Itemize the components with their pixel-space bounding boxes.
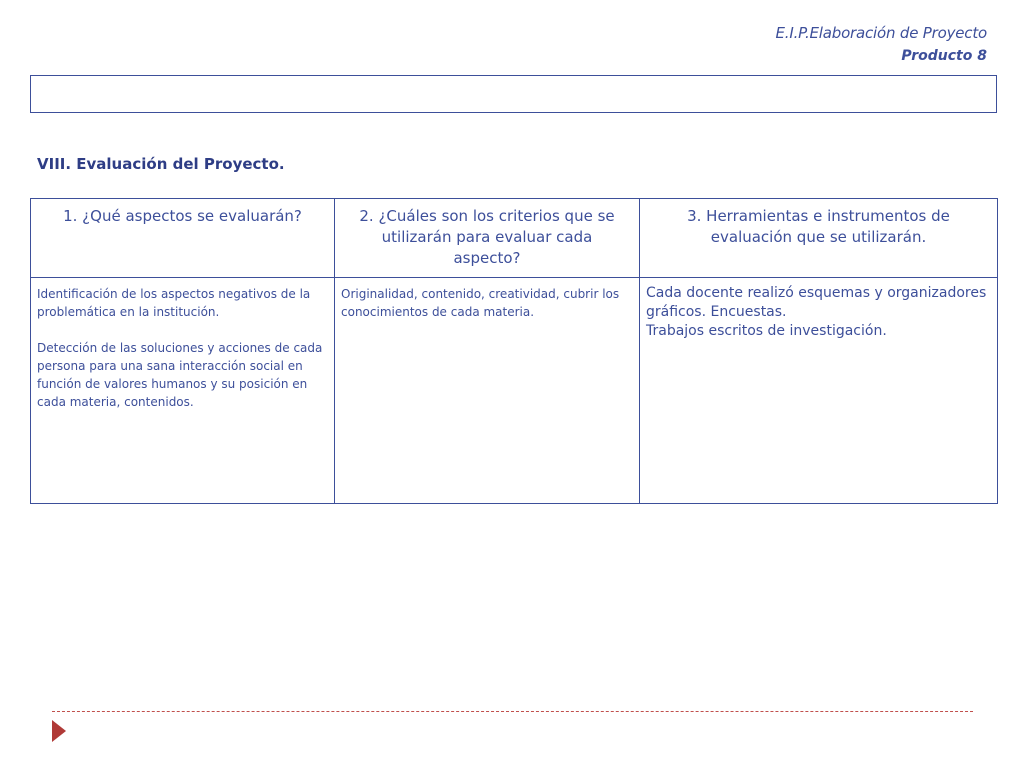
table-cell-tools bbox=[640, 278, 998, 504]
table-row bbox=[31, 278, 998, 504]
evaluation-table bbox=[30, 198, 998, 504]
play-arrow-icon[interactable] bbox=[52, 720, 66, 742]
tools-line-1: Cada docente realizó esquemas y organizadores gráficos. Encuestas. bbox=[646, 285, 987, 320]
header-title: E.I.P.Elaboración de Proyecto bbox=[775, 24, 987, 42]
table-header-tools: 3. Herramientas e instrumentos de evaluación que se utilizarán. bbox=[640, 199, 998, 278]
aspects-paragraph-2: Detección de las soluciones y acciones de cada persona para una sana interacción social en función de valores humanos y su posición en cada materia, contenidos. bbox=[37, 341, 323, 409]
table-header-aspects: 1. ¿Qué aspectos se evaluarán? bbox=[31, 199, 335, 278]
criteria-paragraph: Originalidad, contenido, creatividad, cubrir los conocimientos de cada materia. bbox=[341, 287, 620, 319]
empty-box bbox=[30, 75, 997, 113]
table-cell-criteria bbox=[335, 278, 640, 504]
header-subtitle: Producto 8 bbox=[901, 48, 987, 64]
footer-divider bbox=[52, 711, 973, 712]
tools-line-2: Trabajos escritos de investigación. bbox=[646, 323, 887, 339]
aspects-paragraph-1: Identificación de los aspectos negativos de la problemática en la institución. bbox=[37, 287, 311, 319]
table-header-criteria: 2. ¿Cuáles son los criterios que se utilizarán para evaluar cada aspecto? bbox=[335, 199, 640, 278]
section-title: VIII. Evaluación del Proyecto. bbox=[37, 155, 285, 173]
table-header-row bbox=[31, 199, 998, 278]
table-cell-aspects bbox=[31, 278, 335, 504]
